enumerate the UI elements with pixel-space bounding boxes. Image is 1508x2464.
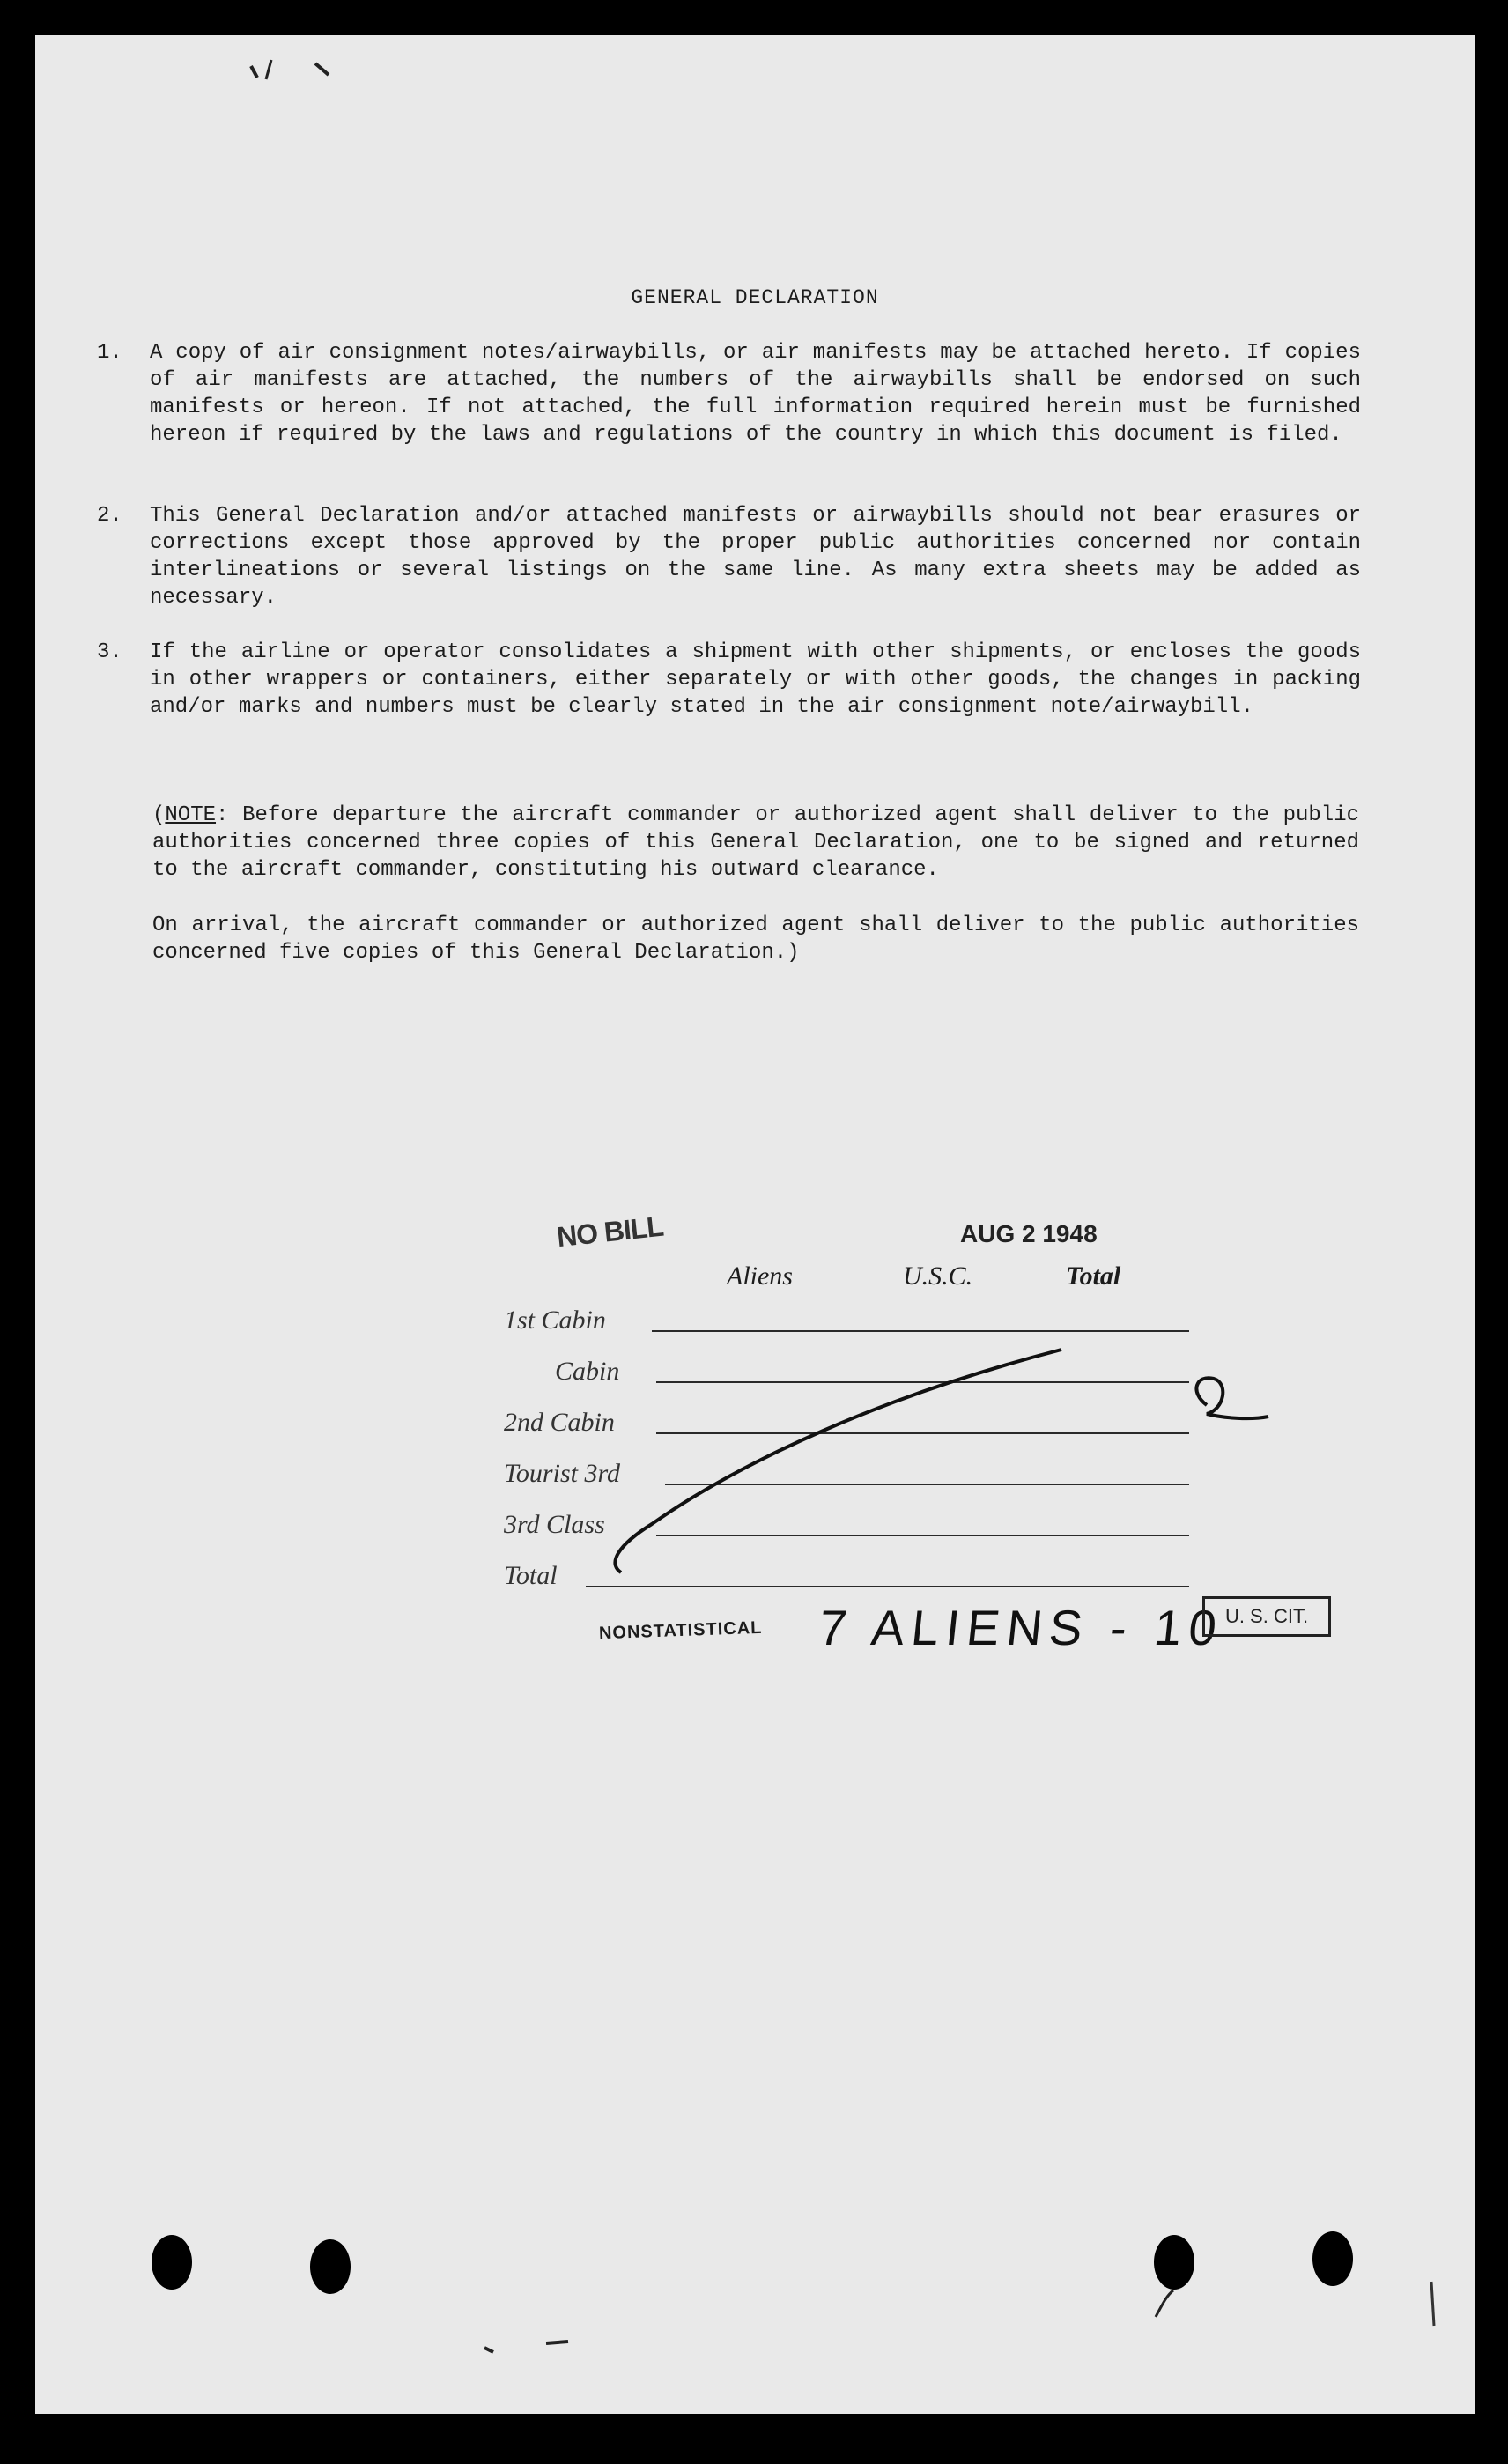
pen-tick-3 bbox=[315, 63, 329, 75]
row-label-tourist-3rd: Tourist 3rd bbox=[504, 1459, 621, 1488]
header-usc: U.S.C. bbox=[903, 1262, 973, 1291]
pen-tick-1 bbox=[251, 66, 257, 78]
paragraph-number: 2. bbox=[97, 504, 122, 528]
punch-hole bbox=[1154, 2235, 1194, 2290]
note-text: : Before departure the aircraft commander or authorized agent shall deliver to the public authorities concerned three copies of this General Declaration, one to be signed and returned to the aircraft commander, constituting his outward clearance. bbox=[152, 803, 1359, 882]
paragraph-text: This General Declaration and/or attached manifests or airwaybills should not bear erasures or corrections except those approved by the proper public authorities concerned nor contain interlineations or several listings on the same line. As many extra sheets may be added as necessary. bbox=[150, 504, 1361, 610]
punch-hole bbox=[1312, 2231, 1353, 2286]
paragraph-text: If the airline or operator consolidates a shipment with other shipments, or encloses the goods in other wrappers or containers, either separately or with other goods, the changes in packing and/or marks and numbers must be clearly stated in the air consignment note/airwaybill. bbox=[150, 640, 1361, 719]
pen-mark-a bbox=[1196, 1378, 1268, 1418]
row-label-cabin: Cabin bbox=[555, 1357, 620, 1386]
pen-stroke-curve bbox=[615, 1350, 1061, 1572]
pen-tick-2 bbox=[266, 60, 271, 79]
handwriting-overlay bbox=[35, 35, 1475, 2414]
row-label-2nd-cabin: 2nd Cabin bbox=[504, 1408, 615, 1437]
date-stamp: AUG 2 1948 bbox=[960, 1220, 1098, 1247]
pen-tick-5 bbox=[546, 2342, 568, 2343]
pen-line-right-edge bbox=[1431, 2282, 1434, 2326]
punch-hole bbox=[152, 2235, 192, 2290]
row-label-total: Total bbox=[504, 1561, 558, 1590]
header-total: Total bbox=[1066, 1262, 1121, 1291]
pen-tick-4 bbox=[1156, 2290, 1173, 2317]
punch-hole bbox=[310, 2239, 351, 2294]
document-page bbox=[35, 35, 1475, 2414]
paragraph-number: 3. bbox=[97, 640, 122, 664]
row-label-1st-cabin: 1st Cabin bbox=[504, 1306, 606, 1335]
note-label: NOTE bbox=[165, 803, 217, 827]
header-aliens: Aliens bbox=[727, 1262, 793, 1291]
paragraph-number: 1. bbox=[97, 341, 122, 365]
us-cit-stamp: U. S. CIT. bbox=[1202, 1596, 1331, 1637]
note-open-paren: ( bbox=[152, 803, 166, 827]
nonstatistical-stamp: NONSTATISTICAL bbox=[598, 1617, 763, 1644]
arrival-paragraph: On arrival, the aircraft commander or authorized agent shall deliver to the public authorities concerned five copies of this General Declaration.) bbox=[152, 914, 1359, 965]
row-label-3rd-class: 3rd Class bbox=[504, 1510, 605, 1539]
no-bill-stamp: NO BILL bbox=[555, 1210, 665, 1254]
pen-tick-6 bbox=[484, 2348, 493, 2352]
handwritten-aliens-note: 7 ALIENS - 10 bbox=[816, 1600, 1227, 1655]
paragraph-text: A copy of air consignment notes/airwaybills, or air manifests may be attached hereto. If copies of air manifests are attached, the numbers of the airwaybills shall be endorsed on such manifests or hereon. If not attached, the full information required herein must be furnished hereon if required by the laws and regulations of the country in which this document is filed. bbox=[150, 341, 1361, 447]
document-title: GENERAL DECLARATION bbox=[631, 286, 879, 309]
